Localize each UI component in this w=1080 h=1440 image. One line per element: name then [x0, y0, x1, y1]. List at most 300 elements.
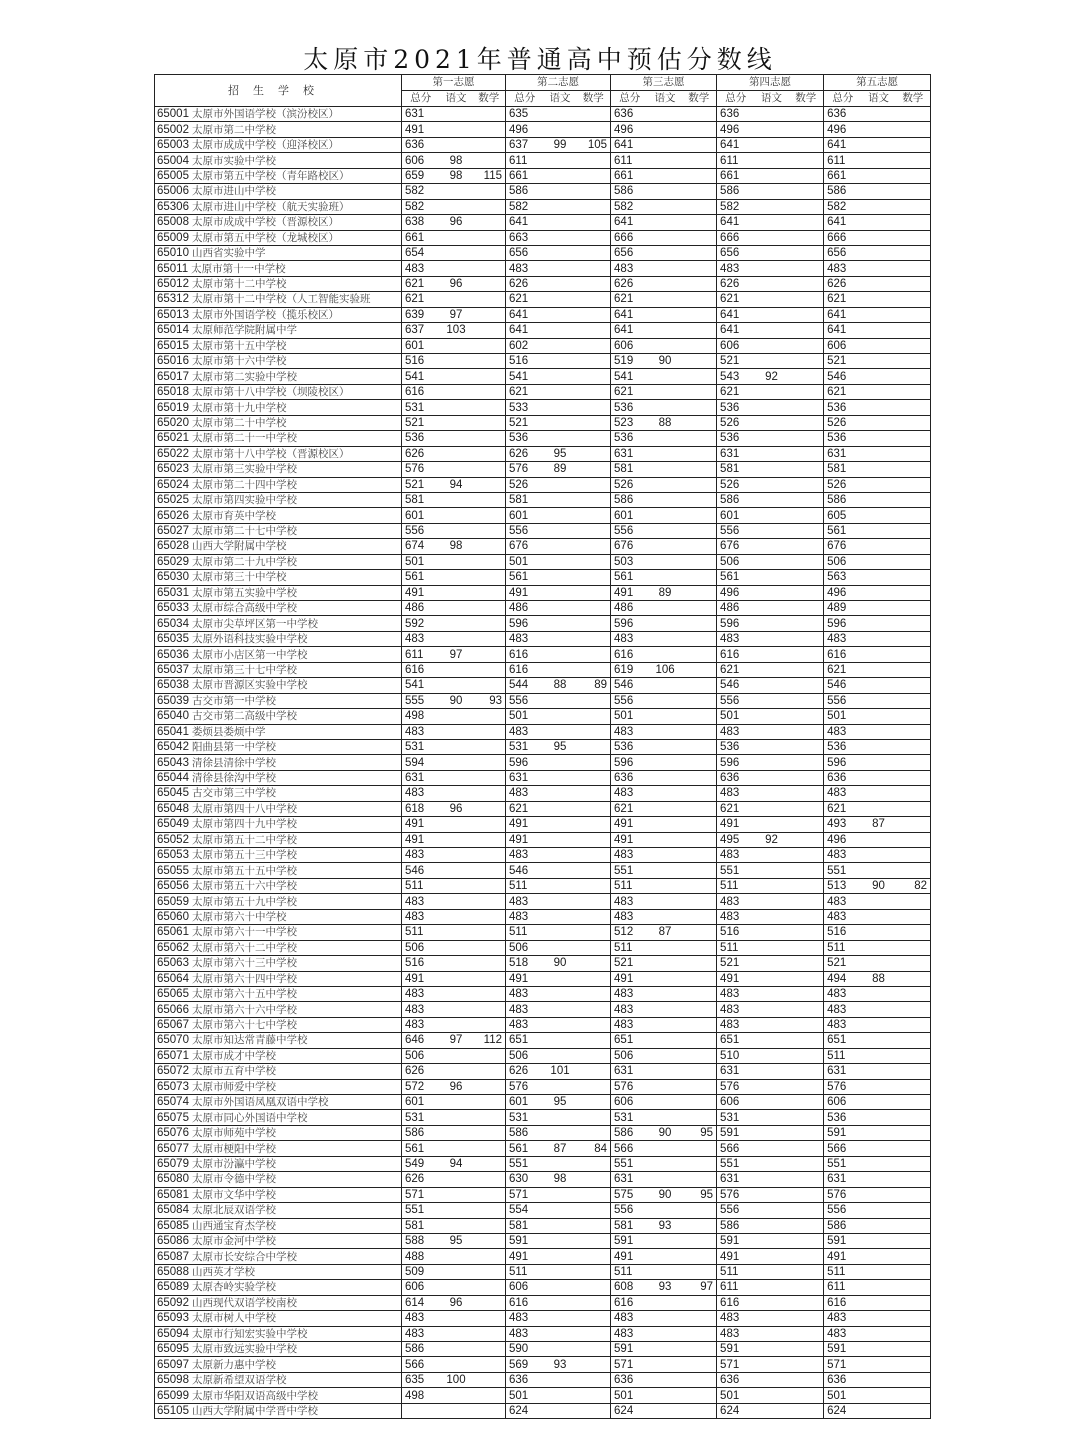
school-code: 65088 [157, 1266, 189, 1279]
choice-5-math-score [896, 446, 931, 461]
choice-4-math-score [789, 1187, 824, 1202]
school-name: 山西大学附属中学校 [191, 540, 287, 553]
choice-3-math-score [682, 1295, 717, 1310]
choice-5-math-score [896, 956, 931, 971]
choice-5-math-score [896, 400, 931, 415]
choice-2-math-score [577, 1372, 611, 1387]
choice-3-math-score: 95 [682, 1125, 717, 1140]
table-row [155, 184, 931, 199]
choice-3-chinese-score: 87 [649, 925, 682, 940]
choice-5-chinese-score [862, 1017, 896, 1032]
choice-3-math-score [682, 739, 717, 754]
choice-1-total-score: 601 [402, 508, 440, 523]
choice-3-math-score [682, 431, 717, 446]
choice-5-chinese-score [862, 369, 896, 384]
choice-1-math-score [473, 863, 506, 878]
school-code: 65052 [157, 833, 189, 846]
choice-2-total-score: 616 [506, 662, 544, 677]
school-code: 65006 [157, 185, 189, 198]
school-cell [155, 662, 402, 677]
choice-5-total-score: 621 [824, 384, 862, 399]
choice-3-total-score: 606 [611, 1095, 649, 1110]
choice-1-chinese-score [440, 739, 473, 754]
school-cell [155, 817, 402, 832]
choice-4-total-score: 641 [717, 215, 755, 230]
choice-3-total-score: 586 [611, 184, 649, 199]
school-name: 太原市树人中学校 [191, 1312, 276, 1325]
choice-2-math-score [577, 755, 611, 770]
choice-5-chinese-score [862, 1388, 896, 1403]
choice-2-chinese-score [544, 755, 577, 770]
choice-3-chinese-score [649, 1342, 682, 1357]
choice-1-chinese-score [440, 1342, 473, 1357]
choice-1-math-score [473, 554, 506, 569]
choice-5-total-score: 616 [824, 647, 862, 662]
choice-1-total-score: 561 [402, 1141, 440, 1156]
choice-2-chinese-score [544, 909, 577, 924]
choice-4-chinese-score [755, 338, 789, 353]
choice-5-math-score [896, 508, 931, 523]
choice-1-chinese-score [440, 662, 473, 677]
school-cell [155, 631, 402, 646]
choice-5-chinese-score [862, 338, 896, 353]
choice-5-chinese-score [862, 261, 896, 276]
choice-1-math-score [473, 909, 506, 924]
choice-4-math-score [789, 1156, 824, 1171]
choice-4-total-score: 551 [717, 1156, 755, 1171]
school-cell [155, 1295, 402, 1310]
choice-3-math-score [682, 616, 717, 631]
choice-4-math-score [789, 1002, 824, 1017]
choice-2-chinese-score [544, 307, 577, 322]
school-name: 太原市第四实验中学校 [191, 494, 297, 507]
school-name: 太原市第六十一中学校 [191, 926, 297, 939]
choice-5-math-score [896, 647, 931, 662]
school-name: 太原市长安综合中学校 [191, 1250, 297, 1263]
choice-4-math-score [789, 369, 824, 384]
choice-5-chinese-score [862, 276, 896, 291]
choice-3-chinese-score [649, 199, 682, 214]
choice-4-math-score [789, 431, 824, 446]
choice-5-math-score [896, 184, 931, 199]
choice-3-total-score: 512 [611, 925, 649, 940]
choice-1-chinese-score [440, 384, 473, 399]
choice-2-total-score: 486 [506, 601, 544, 616]
choice-2-chinese-score [544, 770, 577, 785]
table-row [155, 570, 931, 585]
school-code: 65094 [157, 1327, 189, 1340]
choice-5-total-score: 656 [824, 245, 862, 260]
table-row [155, 508, 931, 523]
score-table [154, 74, 931, 1419]
choice-3-math-score [682, 1002, 717, 1017]
choice-5-math-score [896, 1017, 931, 1032]
choice-2-chinese-score [544, 415, 577, 430]
choice-4-math-score [789, 662, 824, 677]
choice-3-math-score [682, 292, 717, 307]
choice-4-chinese-score [755, 601, 789, 616]
choice-4-total-score: 606 [717, 1095, 755, 1110]
choice-4-chinese-score [755, 724, 789, 739]
choice-4-chinese-score [755, 1342, 789, 1357]
choice-1-chinese-score [440, 817, 473, 832]
choice-5-total-score: 631 [824, 1064, 862, 1079]
choice-3-total-score: 483 [611, 894, 649, 909]
choice-4-math-score [789, 986, 824, 1001]
choice-1-math-score [473, 1002, 506, 1017]
choice-5-chinese-score [862, 1172, 896, 1187]
school-cell [155, 369, 402, 384]
choice-1-total-score: 516 [402, 354, 440, 369]
choice-5-total-score: 513 [824, 878, 862, 893]
choice-3-chinese-score [649, 1002, 682, 1017]
choice-5-total-score: 483 [824, 848, 862, 863]
choice-4-math-score [789, 1064, 824, 1079]
choice-3-chinese-score [649, 986, 682, 1001]
choice-2-chinese-score [544, 1110, 577, 1125]
choice-5-chinese-score [862, 492, 896, 507]
choice-3-chinese-score [649, 1079, 682, 1094]
table-row [155, 832, 931, 847]
choice-5-math-score [896, 724, 931, 739]
choice-5-total-score: 483 [824, 631, 862, 646]
choice-4-total-score: 483 [717, 894, 755, 909]
choice-1-chinese-score [440, 709, 473, 724]
choice-3-chinese-score [649, 554, 682, 569]
choice-3-total-score: 483 [611, 1002, 649, 1017]
choice-3-total-score: 575 [611, 1187, 649, 1202]
choice-5-total-score: 483 [824, 261, 862, 276]
choice-2-total-score: 506 [506, 1048, 544, 1063]
choice-2-chinese-score [544, 1002, 577, 1017]
school-code: 65076 [157, 1127, 189, 1140]
choice-2-total-score: 621 [506, 292, 544, 307]
choice-4-total-score: 526 [717, 415, 755, 430]
choice-1-math-score [473, 107, 506, 122]
choice-4-math-score [789, 276, 824, 291]
choice-3-total-score: 596 [611, 616, 649, 631]
choice-5-chinese-score [862, 354, 896, 369]
choice-2-total-score: 591 [506, 1233, 544, 1248]
subheader-total: 总分 [506, 91, 544, 107]
choice-5-chinese-score [862, 446, 896, 461]
choice-1-math-score [473, 647, 506, 662]
table-row [155, 925, 931, 940]
school-name: 太原市第十九中学校 [191, 401, 287, 414]
table-row [155, 1342, 931, 1357]
choice-1-math-score [473, 1280, 506, 1295]
choice-5-math-score [896, 1326, 931, 1341]
choice-1-total-score: 626 [402, 1064, 440, 1079]
choice-1-math-score [473, 384, 506, 399]
choice-4-total-score: 511 [717, 940, 755, 955]
choice-2-math-score [577, 122, 611, 137]
choice-2-chinese-score: 88 [544, 678, 577, 693]
choice-4-math-score [789, 909, 824, 924]
choice-2-total-score: 586 [506, 184, 544, 199]
choice-5-chinese-score [862, 230, 896, 245]
choice-1-chinese-score [440, 1172, 473, 1187]
school-name: 太原市第六十五中学校 [191, 988, 297, 1001]
school-code: 65064 [157, 972, 189, 985]
choice-4-chinese-score: 92 [755, 832, 789, 847]
school-code: 65048 [157, 802, 189, 815]
subheader-math: 数学 [682, 91, 717, 107]
choice-3-total-score: 483 [611, 986, 649, 1001]
choice-4-math-score [789, 786, 824, 801]
school-code: 65087 [157, 1250, 189, 1263]
choice-3-math-score [682, 1311, 717, 1326]
school-name: 太原北辰双语学校 [191, 1204, 276, 1217]
school-name: 山西英才学校 [191, 1266, 255, 1279]
choice-4-total-score: 616 [717, 647, 755, 662]
choice-2-chinese-score [544, 292, 577, 307]
choice-2-total-score: 630 [506, 1172, 544, 1187]
choice-3-math-score [682, 1156, 717, 1171]
choice-2-total-score: 491 [506, 817, 544, 832]
choice-1-chinese-score [440, 245, 473, 260]
choice-2-chinese-score [544, 1156, 577, 1171]
school-cell [155, 215, 402, 230]
choice-3-math-score [682, 122, 717, 137]
choice-3-chinese-score [649, 307, 682, 322]
choice-4-chinese-score: 92 [755, 369, 789, 384]
choice-2-total-score: 546 [506, 863, 544, 878]
choice-5-total-score: 606 [824, 338, 862, 353]
table-row [155, 817, 931, 832]
school-code: 65014 [157, 324, 189, 337]
choice-1-math-score [473, 137, 506, 152]
choice-5-chinese-score [862, 616, 896, 631]
choice-5-chinese-score [862, 415, 896, 430]
choice-1-chinese-score [440, 786, 473, 801]
school-code: 65004 [157, 154, 189, 167]
choice-2-total-score: 631 [506, 770, 544, 785]
choice-2-total-score: 641 [506, 307, 544, 322]
choice-1-math-score [473, 1372, 506, 1387]
school-code: 65033 [157, 602, 189, 615]
choice-2-chinese-score [544, 631, 577, 646]
choice-4-math-score [789, 878, 824, 893]
school-cell [155, 570, 402, 585]
choice-4-total-score: 556 [717, 693, 755, 708]
choice-2-math-score [577, 971, 611, 986]
choice-3-total-score: 624 [611, 1403, 649, 1418]
choice-1-chinese-score: 103 [440, 323, 473, 338]
choice-2-total-score: 511 [506, 1264, 544, 1279]
choice-4-chinese-score [755, 894, 789, 909]
choice-2-total-score: 551 [506, 1156, 544, 1171]
choice-3-math-score [682, 570, 717, 585]
table-row [155, 755, 931, 770]
choice-3-chinese-score [649, 245, 682, 260]
table-row [155, 678, 931, 693]
choice-2-chinese-score [544, 1249, 577, 1264]
choice-3-math-score [682, 925, 717, 940]
school-name: 太原市金河中学校 [191, 1235, 276, 1248]
choice-1-total-score: 483 [402, 1017, 440, 1032]
choice-5-total-score: 582 [824, 199, 862, 214]
choice-2-math-score [577, 245, 611, 260]
choice-4-chinese-score [755, 1233, 789, 1248]
choice-5-chinese-score [862, 1342, 896, 1357]
choice-2-chinese-score: 99 [544, 137, 577, 152]
choice-5-chinese-score [862, 1233, 896, 1248]
school-code: 65010 [157, 247, 189, 260]
choice-5-total-score: 511 [824, 1264, 862, 1279]
table-row [155, 1187, 931, 1202]
school-name: 太原市实验中学校 [191, 154, 276, 167]
choice-4-total-score: 641 [717, 307, 755, 322]
school-name: 太原市第二十九中学校 [191, 555, 297, 568]
choice-2-math-score [577, 1388, 611, 1403]
choice-2-total-score: 483 [506, 986, 544, 1001]
choice-3-chinese-score [649, 1233, 682, 1248]
choice-2-math-score [577, 709, 611, 724]
school-code: 65027 [157, 525, 189, 538]
choice-1-math-score [473, 1187, 506, 1202]
choice-4-math-score [789, 415, 824, 430]
choice-2-math-score [577, 168, 611, 183]
choice-1-total-score: 521 [402, 415, 440, 430]
choice-1-math-score [473, 199, 506, 214]
choice-4-math-score [789, 338, 824, 353]
choice-1-chinese-score [440, 400, 473, 415]
choice-4-math-score [789, 570, 824, 585]
school-code: 65060 [157, 910, 189, 923]
choice-1-total-score: 588 [402, 1233, 440, 1248]
choice-4-total-score: 483 [717, 909, 755, 924]
choice-5-total-score: 666 [824, 230, 862, 245]
choice-4-math-score [789, 1249, 824, 1264]
choice-2-chinese-score: 95 [544, 1095, 577, 1110]
choice-1-total-score: 483 [402, 724, 440, 739]
choice-5-chinese-score [862, 755, 896, 770]
table-row [155, 616, 931, 631]
choice-5-math-score [896, 786, 931, 801]
choice-5-math-score [896, 107, 931, 122]
choice-2-math-score [577, 215, 611, 230]
choice-2-chinese-score [544, 199, 577, 214]
choice-1-math-score [473, 1218, 506, 1233]
choice-5-chinese-score [862, 631, 896, 646]
choice-3-math-score [682, 1342, 717, 1357]
choice-5-math-score [896, 1372, 931, 1387]
choice-5-math-score [896, 369, 931, 384]
school-code: 65017 [157, 370, 189, 383]
choice-4-total-score: 483 [717, 1326, 755, 1341]
choice-2-chinese-score [544, 431, 577, 446]
choice-2-math-score [577, 1342, 611, 1357]
choice-4-math-score [789, 323, 824, 338]
choice-5-chinese-score [862, 1326, 896, 1341]
school-name: 山西省实验中学 [191, 247, 266, 260]
choice-1-chinese-score [440, 631, 473, 646]
choice-1-total-score: 541 [402, 678, 440, 693]
choice-4-total-score: 666 [717, 230, 755, 245]
choice-1-chinese-score [440, 925, 473, 940]
choice-2-math-score [577, 230, 611, 245]
choice-5-total-score: 521 [824, 354, 862, 369]
choice-1-total-score: 483 [402, 1311, 440, 1326]
choice-1-chinese-score [440, 415, 473, 430]
choice-3-total-score: 551 [611, 863, 649, 878]
choice-3-total-score: 631 [611, 446, 649, 461]
choice-1-math-score [473, 1295, 506, 1310]
choice-3-math-score [682, 1064, 717, 1079]
school-name: 太原市第二中学校 [191, 123, 276, 136]
choice-1-math-score [473, 1388, 506, 1403]
choice-1-total-score: 582 [402, 199, 440, 214]
school-cell [155, 956, 402, 971]
choice-2-chinese-score [544, 971, 577, 986]
choice-3-total-score: 483 [611, 848, 649, 863]
choice-4-chinese-score [755, 1156, 789, 1171]
choice-4-chinese-score [755, 786, 789, 801]
choice-2-math-score [577, 631, 611, 646]
school-cell [155, 894, 402, 909]
school-name: 古交市第二高级中学校 [191, 710, 297, 723]
choice-2-total-score: 616 [506, 647, 544, 662]
choice-1-total-score: 581 [402, 1218, 440, 1233]
school-name: 太原市第三实验中学校 [191, 463, 297, 476]
choice-1-math-score: 93 [473, 693, 506, 708]
choice-2-math-score [577, 446, 611, 461]
choice-2-chinese-score [544, 338, 577, 353]
choice-3-chinese-score [649, 1388, 682, 1403]
choice-4-math-score [789, 137, 824, 152]
school-code: 65012 [157, 278, 189, 291]
choice-5-total-score: 651 [824, 1033, 862, 1048]
table-row [155, 601, 931, 616]
school-cell [155, 276, 402, 291]
choice-1-chinese-score [440, 570, 473, 585]
choice-4-math-score [789, 1095, 824, 1110]
choice-5-math-score [896, 601, 931, 616]
choice-4-chinese-score [755, 1311, 789, 1326]
choice-3-chinese-score [649, 616, 682, 631]
choice-3-chinese-score [649, 1017, 682, 1032]
school-cell [155, 1264, 402, 1279]
choice-4-math-score [789, 1403, 824, 1418]
choice-3-chinese-score [649, 230, 682, 245]
choice-1-total-score: 546 [402, 863, 440, 878]
school-code: 65099 [157, 1389, 189, 1402]
table-row [155, 1064, 931, 1079]
choice-4-math-score [789, 616, 824, 631]
choice-4-chinese-score [755, 1203, 789, 1218]
choice-2-total-score: 511 [506, 878, 544, 893]
choice-1-chinese-score [440, 956, 473, 971]
choice-4-math-score [789, 724, 824, 739]
school-code: 65056 [157, 880, 189, 893]
choice-5-chinese-score [862, 863, 896, 878]
choice-4-math-score [789, 1048, 824, 1063]
choice-4-total-score: 611 [717, 153, 755, 168]
choice-1-chinese-score: 96 [440, 1295, 473, 1310]
choice-5-math-score [896, 415, 931, 430]
choice-4-total-score: 501 [717, 1388, 755, 1403]
choice-5-total-score: 483 [824, 1002, 862, 1017]
choice-4-chinese-score [755, 1187, 789, 1202]
school-cell [155, 508, 402, 523]
choice-2-total-score: 531 [506, 1110, 544, 1125]
choice-4-total-score: 581 [717, 462, 755, 477]
choice-1-math-score [473, 1233, 506, 1248]
choice-3-math-score [682, 647, 717, 662]
table-row [155, 492, 931, 507]
choice-3-total-score: 641 [611, 307, 649, 322]
